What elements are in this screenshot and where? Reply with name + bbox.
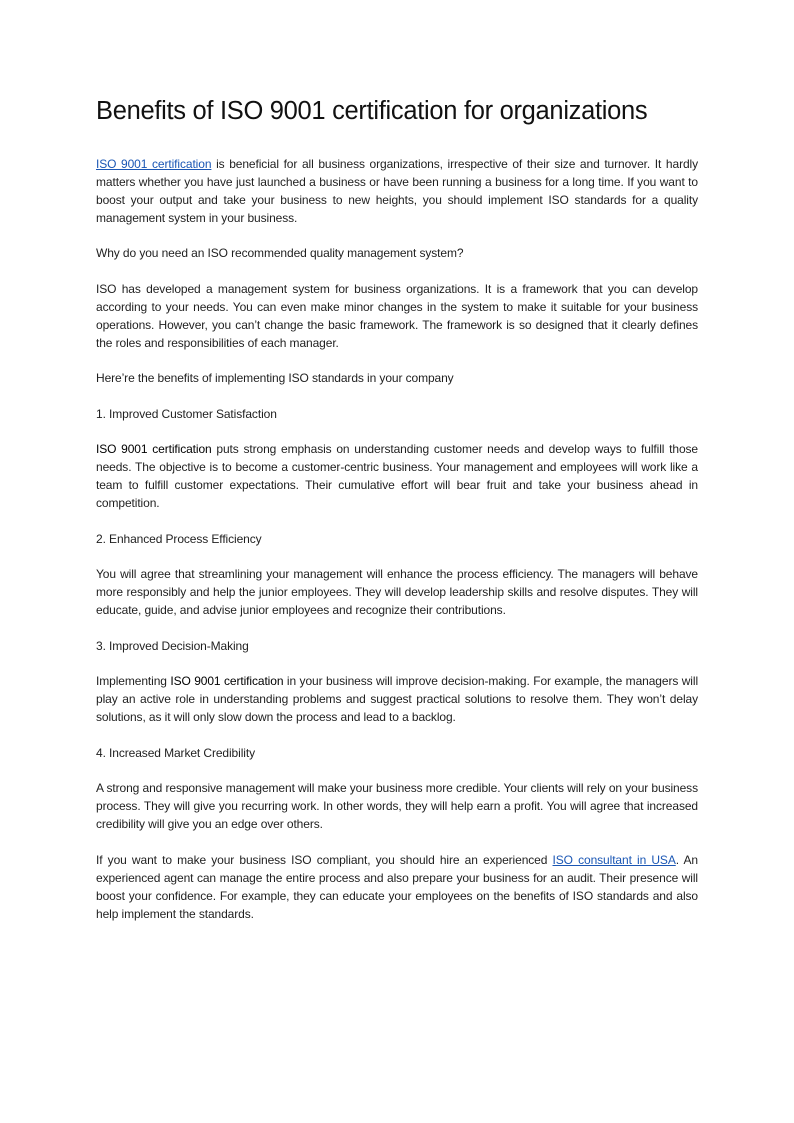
intro-text: is beneficial for all business organizations, irrespective of their size and turnover. It hardly matters whether you have just launched a business or have been running a business for a long time. If you want to boost your output and take your business to new heights, you should implement ISO standards for a quality management system in your business. bbox=[96, 156, 699, 225]
intro-paragraph bbox=[96, 155, 698, 227]
section-heading-customer-satisfaction: 1. Improved Customer Satisfaction bbox=[96, 406, 277, 421]
section-body-market-credibility: A strong and responsive management will make your business more credible. Your clients will rely on your business process. They will give you recurring work. In other words, they will help earn a profit. You will agree that increased credibility will give you an edge over others. bbox=[96, 781, 698, 832]
framework-paragraph: ISO has developed a management system for business organizations. It is a framework that you can develop according to your needs. You can even make minor changes in the system to make it suitable for your business operations. However, you can’t change the basic framework. The framework is so designed that it clearly defines the roles and responsibilities of each manager. bbox=[96, 281, 698, 350]
section-post-text: puts strong emphasis on understanding customer needs and develop ways to fulfill those needs. The objective is to become a customer-centric business. Your management and employees will work like a team to fulfill customer expectations. Their cumulative effort will bear fruit and take your business ahead in competition. bbox=[96, 442, 698, 511]
section-body-customer-satisfaction bbox=[96, 440, 698, 512]
section-body-process-efficiency: You will agree that streamlining your management will enhance the process efficiency. The managers will behave more responsibly and help the junior employees. They will develop leadership skills and resolve disputes. They will educate, guide, and advise junior employees and recognize their contributions. bbox=[96, 567, 698, 618]
document-title: Benefits of ISO 9001 certification for organizations bbox=[96, 97, 648, 125]
section-post-text: in your business will improve decision-making. For example, the managers will play an active role in understanding problems and suggest practical solutions to resolve them. They won’t delay solutions, as it will only slow down the process and lead to a backlog. bbox=[96, 674, 699, 725]
iso-9001-certification-link[interactable]: ISO 9001 certification bbox=[96, 156, 212, 171]
section-heading-market-credibility: 4. Increased Market Credibility bbox=[96, 745, 255, 760]
closing-pre-text: If you want to make your business ISO compliant, you should hire an experienced bbox=[96, 852, 553, 867]
why-question: Why do you need an ISO recommended quality management system? bbox=[96, 246, 464, 261]
iso-keyword: ISO 9001 certification bbox=[96, 442, 212, 457]
section-heading-decision-making: 3. Improved Decision-Making bbox=[96, 638, 249, 653]
benefits-intro: Here’re the benefits of implementing ISO standards in your company bbox=[96, 371, 454, 386]
closing-paragraph bbox=[96, 851, 698, 923]
section-heading-process-efficiency: 2. Enhanced Process Efficiency bbox=[96, 531, 262, 546]
document-page bbox=[96, 96, 698, 940]
iso-consultant-link[interactable]: ISO consultant in USA bbox=[552, 852, 676, 867]
section-pre-text: Implementing bbox=[96, 674, 171, 689]
iso-keyword: ISO 9001 certification bbox=[170, 674, 284, 689]
section-body-decision-making bbox=[96, 672, 698, 726]
closing-post-text: . An experienced agent can manage the entire process and also prepare your business for an audit. Their presence will boost your confidence. For example, they can educate your employees on the benefits of ISO standards and also help implement the standards. bbox=[96, 852, 699, 921]
